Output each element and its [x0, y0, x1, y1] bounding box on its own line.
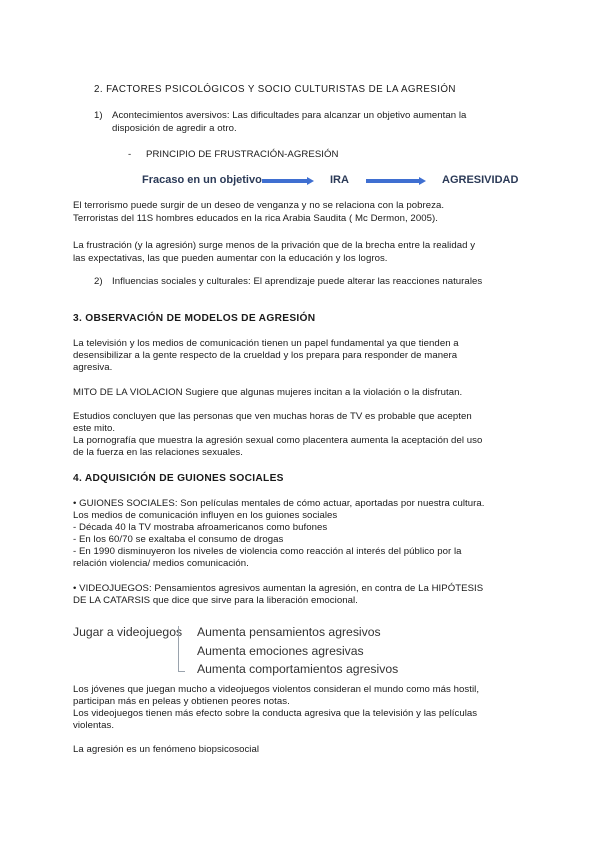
diagram-step-3: AGRESIVIDAD	[442, 174, 519, 186]
scripts-line-3: - Década 40 la TV mostraba afroamericanos como bufones	[73, 522, 328, 533]
paragraph-studies-2: este mito.	[73, 423, 116, 434]
section-3-heading: 3. OBSERVACIÓN DE MODELOS DE AGRESIÓN	[73, 313, 316, 324]
paragraph-frustration-1: La frustración (y la agresión) surge menos de la privación que de la brecha entre la realidad y	[73, 240, 476, 251]
closing-statement: La agresión es un fenómeno biopsicosocial	[73, 744, 260, 755]
principle-label: PRINCIPIO DE FRUSTRACIÓN-AGRESIÓN	[146, 149, 339, 160]
item-1-line-1: Acontecimientos aversivos: Las dificultades para alcanzar un objetivo aumentan la	[112, 110, 467, 121]
bracket	[178, 626, 189, 672]
diagram-step-2: IRA	[330, 174, 349, 186]
diagram-step-1: Fracaso en un objetivo	[142, 174, 262, 186]
paragraph-frustration-2: las expectativas, las que pueden aumentar con la educación y los logros.	[73, 253, 388, 264]
paragraph-tv-1: La televisión y los medios de comunicación tienen un papel fundamental ya que tienden a	[73, 338, 459, 349]
scripts-line-2: Los medios de comunicación influyen en los guiones sociales	[73, 510, 338, 521]
youth-line-2: participan más en peleas y obtienen peores notas.	[73, 696, 290, 707]
item-2-text: Influencias sociales y culturales: El aprendizaje puede alterar las reacciones naturales	[112, 276, 483, 287]
bullet-mark: -	[128, 149, 132, 160]
section-2-heading: 2. FACTORES PSICOLÓGICOS Y SOCIO CULTURISTAS DE LA AGRESIÓN	[94, 84, 456, 95]
arrow-right-icon	[366, 177, 426, 185]
item-1-number: 1)	[94, 110, 103, 121]
paragraph-studies-1: Estudios concluyen que las personas que ven muchas horas de TV es probable que acepten	[73, 411, 472, 422]
paragraph-tv-3: agresiva.	[73, 362, 113, 373]
paragraph-porn-2: de la fuerza en las relaciones sexuales.	[73, 447, 243, 458]
videogames-branch-1: Aumenta pensamientos agresivos	[197, 625, 381, 639]
paragraph-porn-1: La pornografía que muestra la agresión sexual como placentera aumenta la aceptación del uso	[73, 435, 483, 446]
paragraph-terrorism-2: Terroristas del 11S hombres educados en la rica Arabia Saudita ( Mc Dermon, 2005).	[73, 213, 438, 224]
scripts-line-6: relación violencia/ medios comunicación.	[73, 558, 249, 569]
scripts-line-4: - En los 60/70 se exaltaba el consumo de drogas	[73, 534, 284, 545]
youth-line-1: Los jóvenes que juegan mucho a videojuegos violentos consideran el mundo como más hostil,	[73, 684, 480, 695]
youth-line-4: violentas.	[73, 720, 115, 731]
scripts-line-5: - En 1990 disminuyeron los niveles de violencia como reacción al interés del público por la	[73, 546, 462, 557]
paragraph-terrorism-1: El terrorismo puede surgir de un deseo de venganza y no se relaciona con la pobreza.	[73, 200, 445, 211]
videogames-branch-2: Aumenta emociones agresivas	[197, 644, 364, 658]
item-1-line-2: disposición de agredir a otro.	[112, 123, 237, 134]
paragraph-tv-2: desensibilizar a la gente respecto de la crueldad y los prepara para responder de manera	[73, 350, 458, 361]
videogames-line-2: DE LA CATARSIS que dice que sirve para la liberación emocional.	[73, 595, 358, 606]
scripts-line-1: • GUIONES SOCIALES: Son películas mentales de cómo actuar, aportadas por nuestra cultura.	[73, 498, 485, 509]
videogames-line-1: • VIDEOJUEGOS: Pensamientos agresivos aumentan la agresión, en contra de La HIPÓTESIS	[73, 583, 484, 594]
section-4-heading: 4. ADQUISICIÓN DE GUIONES SOCIALES	[73, 473, 284, 484]
videogames-branch-3: Aumenta comportamientos agresivos	[197, 662, 399, 676]
item-2-number: 2)	[94, 276, 103, 287]
videogames-root: Jugar a videojuegos	[73, 625, 183, 639]
arrow-right-icon	[262, 177, 314, 185]
youth-line-3: Los videojuegos tienen más efecto sobre la conducta agresiva que la televisión y las películas	[73, 708, 478, 719]
paragraph-myth: MITO DE LA VIOLACION Sugiere que algunas mujeres incitan a la violación o la disfrutan.	[73, 387, 463, 398]
